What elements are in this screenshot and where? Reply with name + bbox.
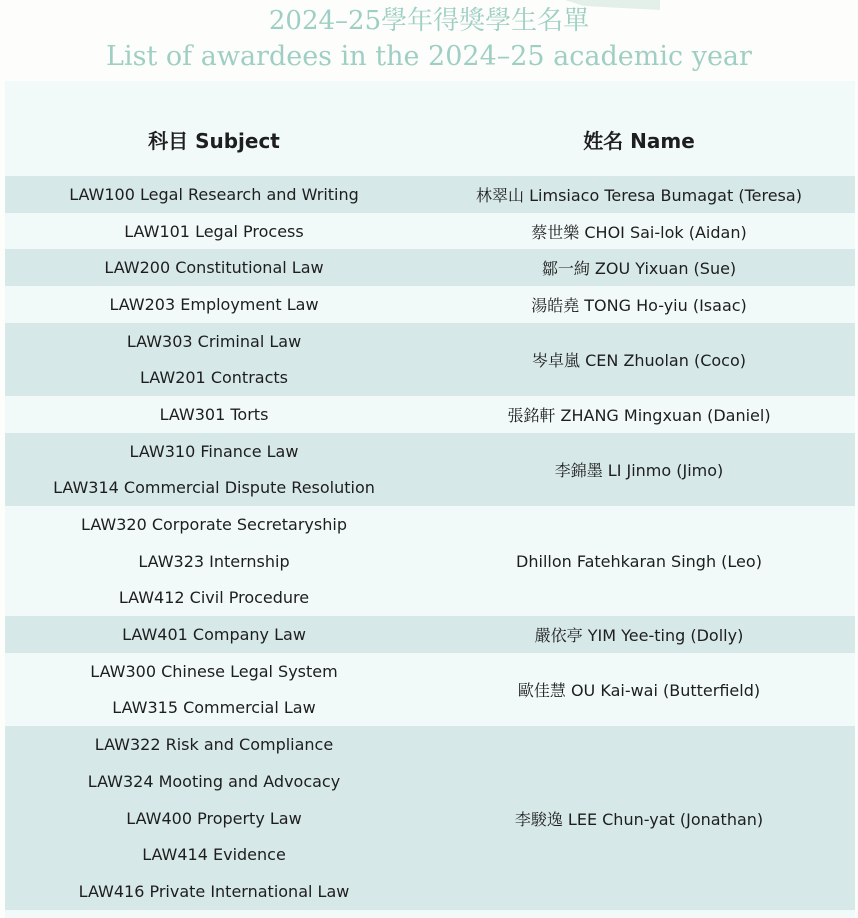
subject-cell xyxy=(5,176,423,213)
table-row xyxy=(5,176,855,213)
awardee-name: 李錦墨 LI Jinmo (Jimo) xyxy=(554,461,724,480)
table-row xyxy=(5,616,855,653)
table-row xyxy=(5,726,855,909)
subject-cell xyxy=(5,323,423,396)
subject-entry: LAW323 Internship xyxy=(138,551,290,571)
subject-entry: LAW310 Finance Law xyxy=(129,441,299,461)
awardee-name: 嚴依亭 YIM Yee-ting (Dolly) xyxy=(534,626,744,646)
subject-cell xyxy=(5,726,423,909)
subject-cell xyxy=(5,286,423,323)
table-body xyxy=(5,176,855,910)
name-column-header: 姓名 Name xyxy=(583,129,695,153)
awardee-name: Dhillon Fatehkaran Singh (Leo) xyxy=(516,551,762,571)
subject-entry: LAW401 Company Law xyxy=(122,625,306,645)
awardee-name: 湯皓堯 TONG Ho-yiu (Isaac) xyxy=(531,295,747,315)
subject-entry: LAW300 Chinese Legal System xyxy=(90,661,338,681)
awardee-name: 李駿逸 LEE Chun-yat (Jonathan) xyxy=(514,809,764,829)
subject-entry: LAW320 Corporate Secretaryship xyxy=(81,515,347,535)
subject-entry: LAW416 Private International Law xyxy=(78,881,350,901)
subject-entry: LAW322 Risk and Compliance xyxy=(94,735,334,755)
subject-entry: LAW314 Commercial Dispute Resolution xyxy=(53,478,375,498)
awardees-table xyxy=(5,81,855,918)
table-row xyxy=(5,396,855,433)
subject-cell xyxy=(5,506,423,616)
page-title-chinese: 2024–25學年得獎學生名單 xyxy=(268,6,590,36)
awardee-name: 張銘軒 ZHANG Mingxuan (Daniel) xyxy=(507,405,771,425)
subject-entry: LAW200 Constitutional Law xyxy=(104,258,324,278)
subject-cell xyxy=(5,249,423,286)
subject-entry: LAW100 Legal Research and Writing xyxy=(69,184,359,204)
awardee-name: 鄒一絢 ZOU Yixuan (Sue) xyxy=(541,259,737,279)
subject-entry: LAW324 Mooting and Advocacy xyxy=(87,771,341,791)
subject-entry: LAW301 Torts xyxy=(159,404,269,424)
subject-entry: LAW203 Employment Law xyxy=(109,294,319,314)
awardee-name: 蔡世樂 CHOI Sai-lok (Aidan) xyxy=(531,222,747,242)
subject-column-header: 科目 Subject xyxy=(148,129,280,153)
table-row xyxy=(5,506,855,616)
subject-entry: LAW400 Property Law xyxy=(126,808,302,828)
table-header xyxy=(5,81,855,176)
subject-cell xyxy=(5,653,423,726)
awardee-name: 歐佳慧 OU Kai-wai (Butterfield) xyxy=(517,681,761,701)
subject-cell xyxy=(5,396,423,433)
subject-entry: LAW201 Contracts xyxy=(140,368,288,388)
subject-entry: LAW101 Legal Process xyxy=(124,221,304,241)
subject-entry: LAW412 Civil Procedure xyxy=(118,588,310,608)
subject-cell xyxy=(5,433,423,506)
awardee-name: 岑卓嵐 CEN Zhuolan (Coco) xyxy=(532,350,746,370)
subject-entry: LAW303 Criminal Law xyxy=(126,331,302,351)
subject-entry: LAW315 Commercial Law xyxy=(112,698,316,718)
page-title-english: List of awardees in the 2024–25 academic year xyxy=(106,41,752,72)
table-row xyxy=(5,286,855,323)
table-row xyxy=(5,433,855,506)
awardee-name: 林翠山 Limsiaco Teresa Bumagat (Teresa) xyxy=(476,185,802,205)
table-row xyxy=(5,653,855,726)
table-row xyxy=(5,323,855,396)
subject-cell xyxy=(5,616,423,653)
subject-cell xyxy=(5,213,423,250)
table-row xyxy=(5,249,855,286)
subject-entry: LAW414 Evidence xyxy=(142,845,286,865)
table-row xyxy=(5,213,855,250)
